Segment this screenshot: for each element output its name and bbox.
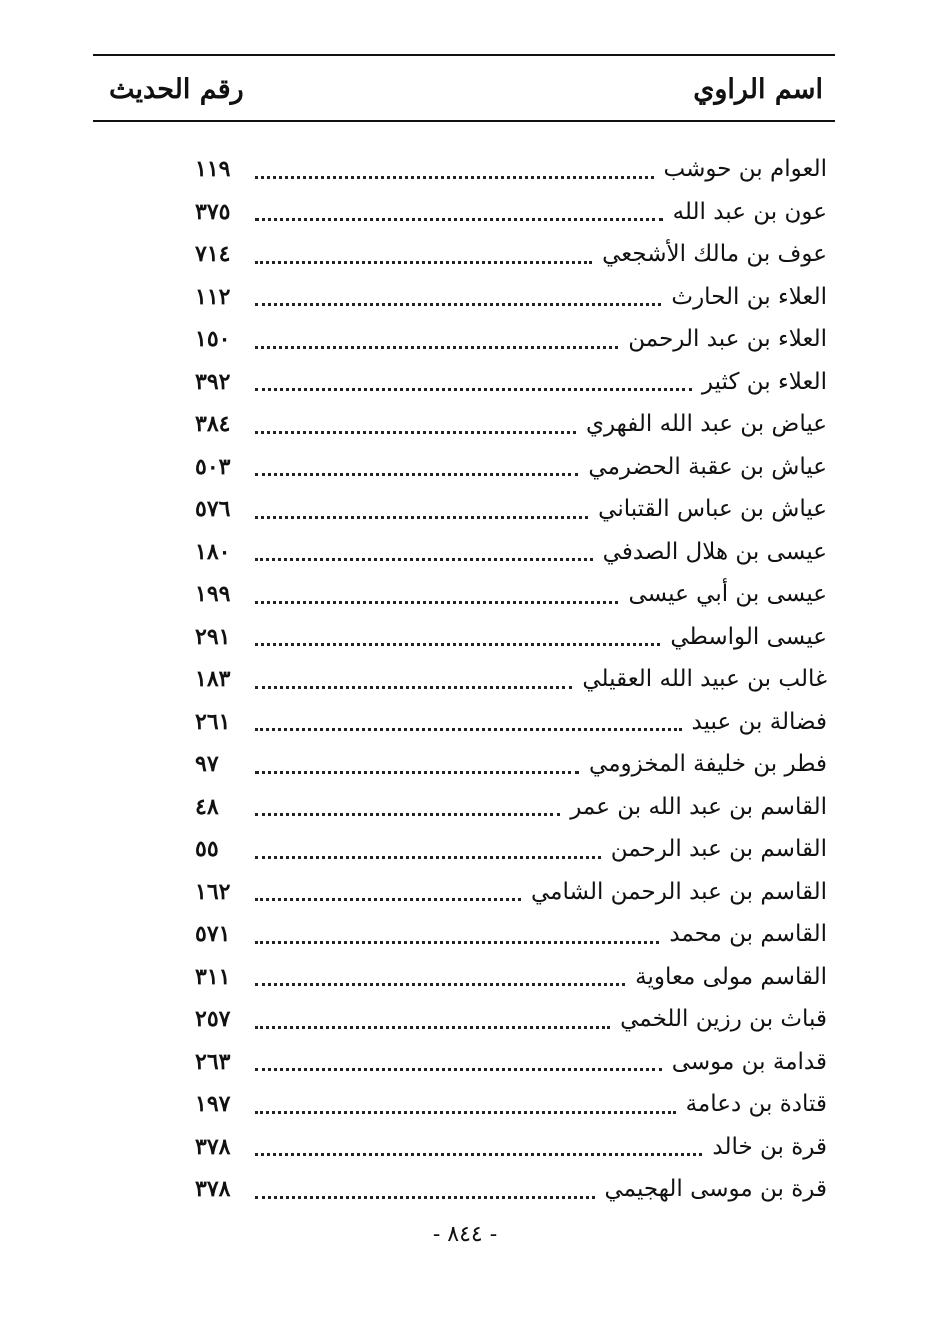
index-entry <box>195 531 827 574</box>
header-bottom-rule <box>93 120 835 122</box>
narrator-name: قتادة بن دعامة <box>685 1091 827 1118</box>
hadith-number: ٥٧١ <box>195 921 231 948</box>
index-entry <box>195 1083 827 1126</box>
dot-leader <box>255 898 521 901</box>
narrator-name: عيسى الواسطي <box>670 623 827 650</box>
hadith-number-heading: رقم الحديث <box>109 74 244 105</box>
page-number: - ٨٤٤ - <box>432 1222 498 1247</box>
dot-leader <box>255 473 578 476</box>
hadith-number: ١٨٠ <box>195 538 231 565</box>
index-entry <box>195 318 827 361</box>
narrator-name: العلاء بن عبد الرحمن <box>628 326 827 353</box>
dot-leader <box>255 856 601 859</box>
index-entry <box>195 701 827 744</box>
index-entry <box>195 276 827 319</box>
narrator-name: قرة بن خالد <box>712 1133 827 1160</box>
index-entry <box>195 1168 827 1211</box>
narrator-name: العلاء بن كثير <box>701 368 827 395</box>
hadith-number: ٢٩١ <box>195 623 231 650</box>
dot-leader <box>255 1068 662 1071</box>
dot-leader <box>255 813 560 816</box>
hadith-number: ٧١٤ <box>195 241 231 268</box>
dot-leader <box>255 1196 595 1199</box>
index-entry <box>195 1041 827 1084</box>
hadith-number: ١١٩ <box>195 156 231 183</box>
dot-leader <box>255 218 663 221</box>
dot-leader <box>255 261 592 264</box>
hadith-number: ١٩٧ <box>195 1091 231 1118</box>
narrator-name: عيسى بن أبي عيسى <box>628 581 827 608</box>
index-entry <box>195 233 827 276</box>
index-entry <box>195 446 827 489</box>
narrator-name: القاسم بن محمد <box>669 921 827 948</box>
index-entry <box>195 361 827 404</box>
hadith-number: ٣٧٨ <box>195 1176 231 1203</box>
index-entry <box>195 956 827 999</box>
hadith-number: ١٨٣ <box>195 666 231 693</box>
index-entry <box>195 403 827 446</box>
narrator-name: القاسم بن عبد الرحمن <box>610 836 827 863</box>
dot-leader <box>255 1153 702 1156</box>
hadith-number: ٥٥ <box>195 836 219 863</box>
index-entry <box>195 786 827 829</box>
hadith-number: ٢٦١ <box>195 708 231 735</box>
hadith-number: ١٩٩ <box>195 581 231 608</box>
hadith-number: ١٦٢ <box>195 878 231 905</box>
narrator-name: عياش بن عباس القتباني <box>598 496 827 523</box>
dot-leader <box>255 643 660 646</box>
narrator-name: عياش بن عقبة الحضرمي <box>588 453 827 480</box>
dot-leader <box>255 1026 610 1029</box>
index-entry <box>195 998 827 1041</box>
narrator-name: عيسى بن هلال الصدفي <box>602 538 827 565</box>
dot-leader <box>255 516 588 519</box>
hadith-number: ٣٨٤ <box>195 411 231 438</box>
hadith-number: ٤٨ <box>195 793 219 820</box>
dot-leader <box>255 303 661 306</box>
index-entry <box>195 658 827 701</box>
index-entry <box>195 828 827 871</box>
dot-leader <box>255 601 618 604</box>
dot-leader <box>255 346 618 349</box>
hadith-number: ٣٧٨ <box>195 1133 231 1160</box>
dot-leader <box>255 728 682 731</box>
index-entry <box>195 488 827 531</box>
dot-leader <box>255 983 625 986</box>
dot-leader <box>255 1111 676 1114</box>
narrator-name: القاسم بن عبد الله بن عمر <box>570 793 827 820</box>
hadith-number: ٣١١ <box>195 963 231 990</box>
hadith-number: ٣٩٢ <box>195 368 231 395</box>
index-entry <box>195 148 827 191</box>
narrator-name: فضالة بن عبيد <box>691 708 827 735</box>
dot-leader <box>255 388 692 391</box>
hadith-number: ٥٠٣ <box>195 453 231 480</box>
narrator-index-list <box>195 148 827 1211</box>
narrator-name-heading: اسم الراوي <box>693 74 823 105</box>
narrator-name: القاسم بن عبد الرحمن الشامي <box>530 878 827 905</box>
dot-leader <box>255 431 576 434</box>
hadith-number: ٥٧٦ <box>195 496 231 523</box>
table-header <box>93 66 835 114</box>
index-entry <box>195 573 827 616</box>
hadith-number: ٢٦٣ <box>195 1048 231 1075</box>
narrator-name: القاسم مولى معاوية <box>635 963 827 990</box>
narrator-name: عياض بن عبد الله الفهري <box>585 411 827 438</box>
dot-leader <box>255 176 654 179</box>
hadith-number: ٣٧٥ <box>195 198 231 225</box>
narrator-name: العوام بن حوشب <box>663 156 827 183</box>
narrator-name: قرة بن موسى الهجيمي <box>604 1176 827 1203</box>
dot-leader <box>255 941 659 944</box>
index-entry <box>195 616 827 659</box>
index-entry <box>195 913 827 956</box>
narrator-name: قباث بن رزين اللخمي <box>620 1006 827 1033</box>
index-entry <box>195 1126 827 1169</box>
dot-leader <box>255 558 593 561</box>
index-entry <box>195 871 827 914</box>
index-entry <box>195 191 827 234</box>
narrator-name: غالب بن عبيد الله العقيلي <box>582 666 827 693</box>
hadith-number: ١١٢ <box>195 283 231 310</box>
hadith-number: ٩٧ <box>195 751 219 778</box>
narrator-name: قدامة بن موسى <box>671 1048 827 1075</box>
header-top-rule <box>93 54 835 56</box>
dot-leader <box>255 686 572 689</box>
narrator-name: العلاء بن الحارث <box>671 283 827 310</box>
narrator-name: عوف بن مالك الأشجعي <box>602 241 827 268</box>
dot-leader <box>255 771 579 774</box>
narrator-name: عون بن عبد الله <box>672 198 827 225</box>
hadith-number: ٢٥٧ <box>195 1006 231 1033</box>
hadith-number: ١٥٠ <box>195 326 231 353</box>
index-entry <box>195 743 827 786</box>
narrator-name: فطر بن خليفة المخزومي <box>589 751 827 778</box>
